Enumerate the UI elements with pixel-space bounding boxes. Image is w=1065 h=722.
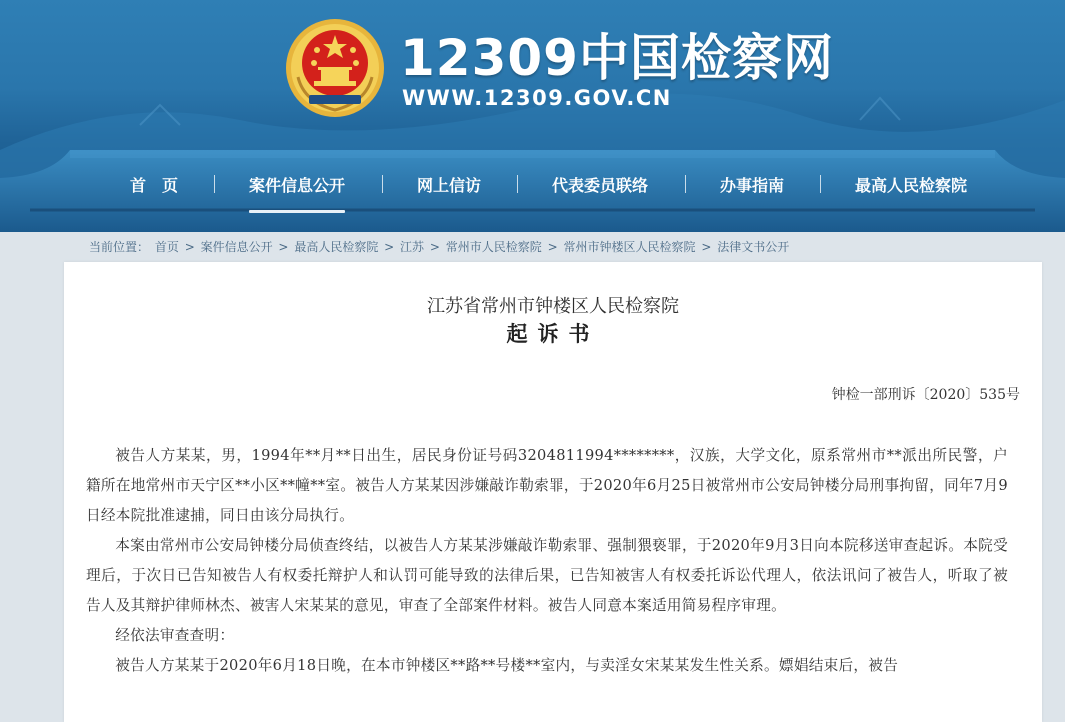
nav-item-case-info[interactable]: 案件信息公开 [249, 173, 345, 203]
document-paragraph: 被告人方某某，男，1994年**月**日出生，居民身份证号码3204811994********，汉族，大学文化，原系常州市**派出所民警，户籍所在地常州市天宁区**小区**幢**室。被告人方某某因涉嫌敲诈勒索罪，于2020年6月25日被常州市公安局钟楼分局刑事拘留，同年7月9日经本院批准逮捕，同日由该分局执行。 [86, 447, 1009, 524]
breadcrumb [89, 238, 791, 255]
document-paragraph: 本案由常州市公安局钟楼分局侦查终结，以被告人方某某涉嫌敲诈勒索罪、强制猥亵罪，于2020年9月3日向本院移送审查起诉。本院受理后，于次日已告知被告人有权委托辩护人和认罚可能导致的法律后果，已告知被害人有权委托诉讼代理人，依法讯问了被告人，听取了被告人及其辩护律师林杰、被害人宋某某的意见，审查了全部案件材料。被告人同意本案适用简易程序审理。 [86, 537, 1008, 614]
breadcrumb-separator: > [278, 240, 289, 254]
breadcrumb-item-zhonglou[interactable]: 常州市钟楼区人民检察院 [563, 240, 696, 254]
nav-separator [214, 175, 215, 193]
document-panel [64, 262, 1042, 722]
site-header [0, 0, 1065, 232]
main-nav [60, 163, 1005, 211]
breadcrumb-separator: > [547, 240, 558, 254]
document-title: 起诉书 [506, 321, 600, 346]
nav-item-supreme-procuratorate[interactable]: 最高人民检察院 [855, 176, 968, 195]
nav-separator [820, 175, 821, 193]
breadcrumb-prefix: 当前位置： [89, 240, 150, 254]
site-url: WWW.12309.GOV.CN [402, 86, 672, 110]
nav-item-home[interactable]: 首 页 [130, 176, 179, 195]
breadcrumb-item-supreme[interactable]: 最高人民检察院 [294, 240, 379, 254]
nav-item-representative-liaison[interactable]: 代表委员联络 [552, 176, 649, 195]
nav-separator [517, 175, 518, 193]
breadcrumb-separator: > [384, 240, 395, 254]
breadcrumb-item-case-info[interactable]: 案件信息公开 [200, 240, 273, 254]
breadcrumb-item-legal-docs[interactable]: 法律文书公开 [717, 240, 790, 254]
breadcrumb-separator: > [184, 240, 195, 254]
nav-item-online-petition[interactable]: 网上信访 [417, 176, 482, 195]
nav-item-service-guide[interactable]: 办事指南 [720, 176, 785, 195]
document-paragraph: 经依法审查查明： [115, 627, 235, 644]
nav-separator [382, 175, 383, 193]
document-body [86, 441, 1008, 681]
site-title: 12309中国检察网 [400, 29, 834, 87]
document-organization: 江苏省常州市钟楼区人民检察院 [427, 296, 679, 317]
document-number: 钟检一部刑诉〔2020〕535号 [831, 387, 1020, 403]
procuratorate-emblem-logo [284, 17, 386, 119]
document-paragraph: 被告人方某某于2020年6月18日晚，在本市钟楼区**路**号楼**室内，与卖淫女宋某某发生性关系。嫖娼结束后，被告 [115, 657, 899, 674]
breadcrumb-item-changzhou[interactable]: 常州市人民检察院 [445, 240, 542, 254]
breadcrumb-item-home[interactable]: 首页 [154, 240, 179, 254]
nav-separator [685, 175, 686, 193]
breadcrumb-separator: > [429, 240, 440, 254]
breadcrumb-item-jiangsu[interactable]: 江苏 [400, 240, 425, 254]
breadcrumb-separator: > [701, 240, 712, 254]
